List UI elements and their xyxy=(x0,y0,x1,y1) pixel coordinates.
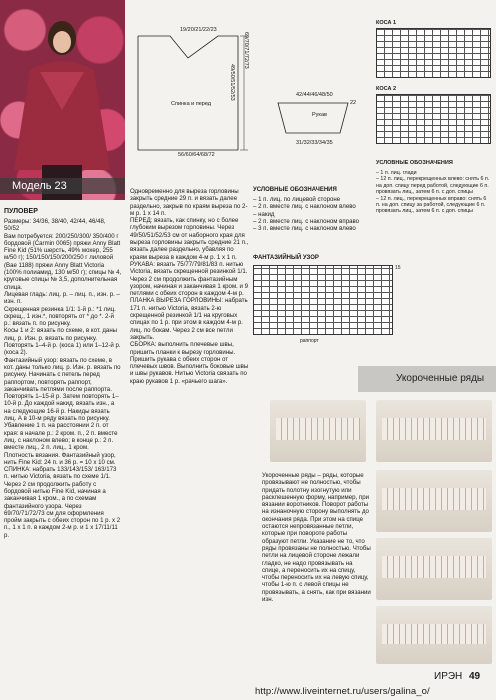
length-measure: 69/70/71/72/73 xyxy=(243,32,249,69)
front-paragraph: ПЕРЕД: вязать, как спинку, но с более глубоким вырезом горловины. Через 49/50/51/52/53 см от наборного края для выреза горловины закрыть средние 21 п., вязать далее раздельно, убавляя по краям выреза в каждом 4-м р. 1 х 1 п. xyxy=(130,217,249,261)
stockinette-paragraph: Лицевая гладь: лиц. р. – лиц. п., изн. р. – изн. п. xyxy=(4,290,120,306)
cable-legend-cross-right: – 12 п. лиц., перекрещенных вправо: снять 6 п. на доп. спицу за работой, следующие 6 п. провязать лиц., затем 6 п. с доп. спицы xyxy=(376,195,487,215)
pattern-chart xyxy=(253,265,393,335)
step-photo-4 xyxy=(376,538,492,600)
legend-k2tog-right: – 2 п. вместе лиц. с наклоном вправо xyxy=(253,217,360,225)
legend-k2tog-left: – 2 п. вместе лиц. с наклоном влево xyxy=(253,203,356,211)
cable1-chart xyxy=(376,28,491,78)
sleeves-paragraph: РУКАВА: вязать 75/77/79/81/83 п. нитью Victoria, вязать скрещенной резинкой 1/1. Через 2 см продолжить фантазийным узором, начиная и заканчивая 1 кром. и 9 петлями с обеих сторон в каждом 4-м р. xyxy=(130,260,249,298)
step-photo-1-stitches xyxy=(276,418,360,440)
step-photo-3-stitches xyxy=(382,488,486,510)
pattern-title: ФАНТАЗИЙНЫЙ УЗОР xyxy=(253,255,319,261)
sleeve-bottom-measure: 31/32/33/34/35 xyxy=(296,140,333,146)
step-photo-5 xyxy=(376,606,492,664)
legend-title: УСЛОВНЫЕ ОБОЗНАЧЕНИЯ xyxy=(253,187,337,193)
back-paragraph: СПИНКА: набрать 133/143/153/ 163/173 п. нитью Victoria, вязать по схеме 1/1. Через 2 см продолжить работу с бордовой нитью Fine Kid, начиная а заканчивая 1 кром., а по схемам фантазийного узора. Через 69/70/71/72/73 см для оформления пройм закрыть с обеих сторон по 1 р. х 2 п., 1 х 1 п. в каждом 2-м р. и 1 х 17/11/11 р. xyxy=(4,466,121,539)
model-label: Модель 23 xyxy=(0,178,125,194)
sizes-paragraph: Размеры: 34/36, 38/40, 42/44, 46/48, 50/52 xyxy=(4,218,106,233)
step-photo-1 xyxy=(270,400,366,462)
cable-legend-title: УСЛОВНЫЕ ОБОЗНАЧЕНИЯ xyxy=(376,160,453,166)
sleeve-height-measure: 22 xyxy=(350,100,357,106)
left-column-text xyxy=(4,218,122,539)
assembly-paragraph: СБОРКА: выполнить плечевые швы, пришить планки к вырезу горловины. Пришить рукава с обеих сторон от плечевых швов. Выполнить боковые швы и швы рукавов. Нитью Victoria связать по краю рукавов 1 р. «рачьего шага». xyxy=(130,341,249,385)
rib-paragraph: Скрещенная резинка 1/1: 1-й р.: *1 лиц. скрещ., 1 изн.*, повторять от * до *. 2-й р.: вязать п. по рисунку. xyxy=(4,305,116,328)
cable2-title: КОСА 2 xyxy=(376,86,397,92)
middle-column-text xyxy=(130,188,250,385)
cable2-chart xyxy=(376,94,491,144)
legend-k3tog: – 3 п. вместе лиц. с наклоном влево xyxy=(253,225,356,233)
sleeve-label: Рукав xyxy=(312,112,327,118)
cable1-title: КОСА 1 xyxy=(376,20,397,26)
neck-measure: 19/20/21/22/23 xyxy=(180,27,217,33)
step-photo-2-stitches xyxy=(382,418,486,440)
step-photo-5-stitches xyxy=(382,624,486,644)
step-photo-4-stitches xyxy=(382,556,486,578)
cable-legend-cross-left: – 12 п. лиц., перекрещенных влево: снять 6 п. на доп. спицу перед работой, следующие 6 п. провязать лиц., затем 6 п. с доп. спицы xyxy=(376,176,490,196)
model-figure xyxy=(0,0,125,200)
source-url[interactable]: http://www.liveinternet.ru/users/galina_o/ xyxy=(255,686,430,697)
decrease-paragraph: Убавление 1 п. на расстоянии 2 п. от края: в начале р.: 2 кром. п., 2 п. вместе лиц. с наклоном влево; в конце р.: 2 п. вместе лиц., 2 п. лиц., 1 кром. xyxy=(4,422,118,452)
step-photo-2 xyxy=(376,400,492,462)
pattern-row-label: 15 xyxy=(395,265,401,271)
short-rows-text: Укороченные ряды – ряды, которые провязывают не полностью, чтобы придать полотну изогнутую или расклешенную форму, например, при вязании воротников. Поворот работы на изнаночную сторону выполнять до окончания ряда. При этом на спице остаются непровязанные петли, которые при повороте работы образуют петли. Указание не то, что ряды провязаны не полностью. Чтобы петли на лицевой стороне лежали гладко, не надо провязывать на спице, а переносить их на спицу, чтобы переносить их на левую спицу, чтобы 1-ю п. с левой спицы не провязывать, а снять, как при вязании изн. xyxy=(262,472,371,604)
article-title: ПУЛОВЕР xyxy=(4,208,38,215)
short-rows-title: Укороченные ряды xyxy=(396,373,485,384)
legend-knit: – 1 п. лиц. по лицевой стороне xyxy=(253,196,341,203)
width-measure: 56/60/64/68/72 xyxy=(178,152,215,158)
front-length-measure: 49/50/51/52/53 xyxy=(229,64,235,101)
page-number: 49 xyxy=(469,671,481,682)
gauge-paragraph: Плотность вязания. Фантазийный узор, нить Fine Kid: 24 п. и 36 р. = 10 х 10 см. xyxy=(4,451,116,466)
legend-yarn-over: – накид xyxy=(253,210,275,218)
cable-legend-list xyxy=(376,170,492,215)
cables-paragraph: Косы 1 и 2: вязать по схеме, в кот. даны лиц. р. Изн. р. вязать по рисунку. Повторять 1–4-й р. (коса 1) или 1–12-й р. (коса 2). xyxy=(4,327,121,357)
step-photo-3 xyxy=(376,470,492,532)
cable-legend-knit: – 1 п. лиц. глади xyxy=(376,170,417,176)
model-photo xyxy=(0,0,125,200)
short-rows-banner xyxy=(358,366,496,392)
neckline-paragraph: Одновременно для выреза горловины закрыть средние 29 п. и вязать далее раздельно, закрыв по краям выреза по 2-м р. 1 х 14 п. xyxy=(130,188,248,217)
magazine-name: ИРЭН xyxy=(434,671,463,682)
materials-paragraph: Вам потребуется: 200/250/300/ 350/400 г бордовой (Carmin 0065) пряжи Anny Blatt Fine Kid (51% шерсть, 49% мохер, 255 м/50 г); 150/150/150/200/250 г лиловой (Вае 1188) пряжи Anny Blatt Victoria (100% полиамид, 130 м/50 г); спицы № 4, круговые спицы № 3,5, дополнительная спица. xyxy=(4,232,122,291)
neckband-paragraph: ПЛАНКА ВЫРЕЗА ГОРЛОВИНЫ: набрать 171 п. нитью Victoria, вязать 2-ю скрещенной резинкой 1/1 на круговых спицах по 1 р. при этом в каждом 4-м р. лиц. по бокам. Через 2 см все петли закрыть. xyxy=(130,297,248,341)
sleeve-top-measure: 42/44/46/48/50 xyxy=(296,92,333,98)
fancy-pattern-paragraph: Фантазийный узор: вязать по схеме, в кот. даны только лиц. р. Изн. р. вязать по рисунку. Начинать с петель перед раппортом, повторять раппорт, заканчивать петлями после раппорта. Повторять 1–15-й р. Затем повторять 1–10-й р. До каждой накид. вязать изн., а на следующие 16-й р. Накиды вязать лиц. А в 10-м ряду вязать по рисунку. xyxy=(4,356,121,423)
rapport-label: раппорт xyxy=(300,338,319,344)
legend-list xyxy=(253,196,361,232)
body-label: Спинка и перед xyxy=(171,101,212,107)
